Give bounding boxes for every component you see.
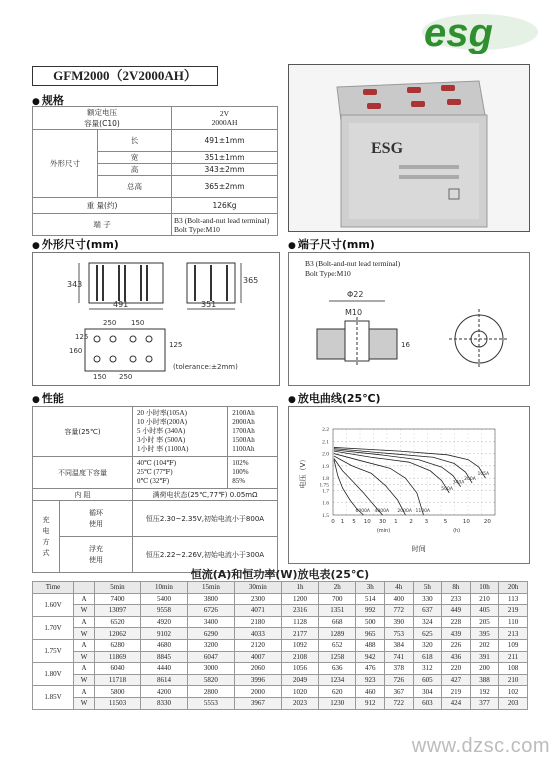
power-cell: 1289: [319, 628, 356, 640]
power-cell: 9558: [140, 605, 187, 617]
current-cell: 620: [319, 686, 356, 698]
dim-hgt-label: 高: [98, 164, 172, 176]
battery-photo: [288, 64, 530, 232]
power-cell: 6047: [187, 651, 234, 663]
power-cell: 6726: [187, 605, 234, 617]
y-tick-label: 2.0: [322, 451, 329, 458]
current-cell: 3800: [187, 593, 234, 605]
rate-table: [32, 581, 528, 710]
power-cell: 203: [499, 697, 528, 709]
voltage-cell: 1.60V: [33, 593, 74, 616]
spec-section-title: ● 规格: [32, 94, 64, 107]
power-cell: 219: [499, 605, 528, 617]
current-cell: 2300: [234, 593, 281, 605]
power-cell: 6290: [187, 628, 234, 640]
current-cell: 700: [319, 593, 356, 605]
current-cell: 668: [319, 616, 356, 628]
power-cell: 965: [356, 628, 385, 640]
unit-cell: W: [74, 628, 95, 640]
power-cell: 726: [384, 674, 413, 686]
rated-value: 2V 2000AH: [172, 107, 278, 130]
terminal-desc: B3 (Bolt-and-nut lead terminal) Bolt Type:M10: [305, 259, 401, 278]
x-tick-label-min: 30: [379, 519, 387, 525]
power-cell: 5820: [187, 674, 234, 686]
current-cell: 228: [442, 616, 471, 628]
current-cell: 202: [470, 639, 499, 651]
power-cell: 603: [413, 697, 442, 709]
capacity-values: 2100Ah 2000Ah 1700Ah 1500Ah 1100Ah: [228, 407, 278, 457]
dimensions-section-title: ● 外形尺寸(mm): [32, 238, 119, 251]
current-cell: 460: [356, 686, 385, 698]
power-cell: 1258: [319, 651, 356, 663]
power-cell: 625: [413, 628, 442, 640]
rate-col-header: 30min: [234, 582, 281, 594]
x-tick-label-h: 5: [443, 519, 448, 525]
power-cell: 912: [356, 697, 385, 709]
rate-col-header: [74, 582, 95, 594]
power-cell: 992: [356, 605, 385, 617]
current-cell: 220: [442, 663, 471, 675]
current-cell: 192: [470, 686, 499, 698]
dim-w1: 491: [113, 300, 129, 309]
rate-col-header: 5h: [413, 582, 442, 594]
current-cell: 2000: [234, 686, 281, 698]
cycle-label: 循环 使用: [60, 501, 133, 537]
unit-cell: W: [74, 605, 95, 617]
dim-total-label: 总高: [98, 176, 172, 198]
rate-col-header: 3h: [356, 582, 385, 594]
current-cell: 500: [356, 616, 385, 628]
current-cell: 324: [413, 616, 442, 628]
current-cell: 2060: [234, 663, 281, 675]
terminal-depth: 16: [401, 341, 410, 349]
series-label: 340A: [452, 480, 465, 486]
x-tick-label-min: 10: [363, 519, 371, 525]
power-cell: 449: [442, 605, 471, 617]
power-cell: 13097: [95, 605, 141, 617]
dim-p3: 125: [75, 333, 89, 341]
current-cell: 219: [442, 686, 471, 698]
resistance-label: 内 阻: [33, 489, 133, 501]
current-cell: 108: [499, 663, 528, 675]
power-cell: 3996: [234, 674, 281, 686]
terminal-drawing: [288, 252, 530, 386]
current-cell: 367: [384, 686, 413, 698]
terminal-dia: Φ22: [347, 290, 364, 299]
power-cell: 942: [356, 651, 385, 663]
dimension-svg: [33, 253, 279, 385]
battery-illustration: [289, 65, 529, 231]
series-label: 500A: [441, 486, 453, 492]
y-tick-label: 1.9: [322, 463, 329, 470]
power-cell: 12062: [95, 628, 141, 640]
terminal-section-title: ● 端子尺寸(mm): [288, 238, 375, 251]
power-cell: 11503: [95, 697, 141, 709]
current-cell: 378: [384, 663, 413, 675]
current-cell: 7400: [95, 593, 141, 605]
terminal-svg: [289, 253, 529, 385]
power-cell: 4033: [234, 628, 281, 640]
y-tick-label: 1.75: [319, 482, 329, 489]
dim-hgt-value: 343±2mm: [172, 164, 278, 176]
power-cell: 395: [470, 628, 499, 640]
unit-cell: W: [74, 651, 95, 663]
dim-p1: 250: [103, 319, 117, 327]
voltage-cell: 1.75V: [33, 639, 74, 662]
rated-label: 额定电压 容量(C10): [33, 107, 172, 130]
current-cell: 636: [319, 663, 356, 675]
performance-table: [32, 406, 278, 573]
current-cell: 1092: [281, 639, 318, 651]
current-cell: 102: [499, 686, 528, 698]
terminal-value: B3 (Bolt-and-nut lead terminal) Bolt Type:M10: [172, 214, 278, 236]
series-label: 1100A: [415, 509, 431, 514]
temp-rates: 40℃ (104℉) 25℃ (77℉) 0℃ (32℉): [132, 457, 227, 489]
power-cell: 4071: [234, 605, 281, 617]
terminal-label: 端 子: [33, 214, 172, 236]
current-cell: 113: [499, 593, 528, 605]
dim-p7: 250: [119, 373, 133, 381]
power-cell: 2049: [281, 674, 318, 686]
power-cell: 377: [470, 697, 499, 709]
x-tick-label-h: 2: [409, 519, 413, 525]
series-line: [334, 460, 364, 515]
weight-value: 126Kg: [172, 198, 278, 214]
power-cell: 1351: [319, 605, 356, 617]
dim-w2: 351: [201, 300, 217, 309]
x-tick-label-min: 1: [340, 519, 345, 525]
x-tick-label-min: 5: [352, 519, 356, 525]
power-cell: 4007: [234, 651, 281, 663]
charge-label: 充 电 方 式: [33, 501, 60, 573]
dim-p6: 150: [93, 373, 107, 381]
power-cell: 211: [499, 651, 528, 663]
discharge-chart-panel: [288, 406, 530, 564]
power-cell: 753: [384, 628, 413, 640]
spec-table: [32, 106, 278, 236]
rate-col-header: Time: [33, 582, 74, 594]
current-cell: 488: [356, 639, 385, 651]
power-cell: 11718: [95, 674, 141, 686]
power-cell: 1234: [319, 674, 356, 686]
float-label: 浮充 使用: [60, 537, 133, 573]
y-tick-label: 1.5: [322, 513, 329, 519]
unit-cell: W: [74, 697, 95, 709]
current-cell: 109: [499, 639, 528, 651]
current-cell: 3000: [187, 663, 234, 675]
voltage-cell: 1.85V: [33, 686, 74, 709]
series-line: [334, 458, 383, 515]
dim-len-value: 491±1mm: [172, 130, 278, 152]
series-label: 200A: [464, 477, 476, 483]
dim-len-label: 长: [98, 130, 172, 152]
rate-col-header: 4h: [384, 582, 413, 594]
power-cell: 2177: [281, 628, 318, 640]
dim-label: 外形尺寸: [33, 130, 98, 198]
current-cell: 210: [470, 593, 499, 605]
discharge-chart: [289, 407, 529, 563]
dim-total-value: 365±2mm: [172, 176, 278, 198]
current-cell: 320: [413, 639, 442, 651]
unit-cell: A: [74, 663, 95, 675]
series-line: [334, 456, 405, 515]
capacity-label: 容量(25℃): [33, 407, 133, 457]
current-cell: 400: [384, 593, 413, 605]
terminal-bolt: M10: [345, 308, 363, 317]
power-cell: 11869: [95, 651, 141, 663]
power-cell: 405: [470, 605, 499, 617]
current-cell: 110: [499, 616, 528, 628]
dim-p4: 160: [69, 347, 83, 355]
series-label: 105A: [477, 472, 490, 478]
power-cell: 436: [442, 651, 471, 663]
power-cell: 2023: [281, 697, 318, 709]
current-cell: 304: [413, 686, 442, 698]
current-cell: 4440: [140, 663, 187, 675]
dim-h2: 365: [243, 276, 259, 285]
power-cell: 8614: [140, 674, 187, 686]
x-tick-label-h: 10: [462, 519, 470, 525]
current-cell: 3200: [187, 639, 234, 651]
dim-wid-value: 351±1mm: [172, 152, 278, 164]
dim-p5: 125: [169, 341, 183, 349]
series-label: 2000A: [397, 509, 412, 514]
current-cell: 2120: [234, 639, 281, 651]
temp-label: 不同温度下容量: [33, 457, 133, 489]
power-cell: 772: [384, 605, 413, 617]
resistance-value: 满荷电状态(25℃,77℉) 0.05mΩ: [132, 489, 277, 501]
x-tick-label-min: 0: [331, 519, 335, 525]
series-label: 4000A: [374, 509, 390, 514]
esg-logo: [420, 8, 540, 54]
current-cell: 384: [384, 639, 413, 651]
dim-p2: 150: [131, 319, 145, 327]
power-cell: 637: [413, 605, 442, 617]
power-cell: 388: [470, 674, 499, 686]
current-cell: 1020: [281, 686, 318, 698]
current-cell: 233: [442, 593, 471, 605]
power-cell: 605: [413, 674, 442, 686]
series-label: 6000A: [355, 509, 371, 514]
unit-cell: A: [74, 593, 95, 605]
current-cell: 6040: [95, 663, 141, 675]
current-cell: 390: [384, 616, 413, 628]
power-cell: 213: [499, 628, 528, 640]
current-cell: 1200: [281, 593, 318, 605]
current-cell: 226: [442, 639, 471, 651]
current-cell: 3400: [187, 616, 234, 628]
y-tick-label: 1.8: [322, 476, 329, 483]
voltage-cell: 1.80V: [33, 663, 74, 686]
temp-values: 102% 100% 85%: [228, 457, 278, 489]
power-cell: 1230: [319, 697, 356, 709]
power-cell: 2108: [281, 651, 318, 663]
watermark: www.dzsc.com: [411, 735, 550, 757]
current-cell: 4200: [140, 686, 187, 698]
dim-wid-label: 宽: [98, 152, 172, 164]
power-cell: 5553: [187, 697, 234, 709]
model-title: GFM2000（2V2000AH）: [32, 66, 218, 86]
current-cell: 2800: [187, 686, 234, 698]
rate-table-title: 恒流(A)和恒功率(W)放电表(25℃): [190, 568, 370, 581]
power-cell: 439: [442, 628, 471, 640]
unit-cell: A: [74, 639, 95, 651]
battery-brand: ESG: [371, 140, 404, 157]
weight-label: 重 量(约): [33, 198, 172, 214]
discharge-section-title: ● 放电曲线(25℃): [288, 392, 381, 405]
power-cell: 741: [384, 651, 413, 663]
power-cell: 424: [442, 697, 471, 709]
dim-h1: 343: [67, 280, 83, 289]
current-cell: 2180: [234, 616, 281, 628]
rate-col-header: 20h: [499, 582, 528, 594]
dimension-drawing: [32, 252, 280, 386]
rate-col-header: 1h: [281, 582, 318, 594]
x-tick-label-h: 3: [424, 519, 429, 525]
y-axis-label: 电压（V）: [299, 455, 307, 489]
rate-col-header: 10min: [140, 582, 187, 594]
current-cell: 312: [413, 663, 442, 675]
float-value: 恒压2.22~2.26V,初始电流小于300A: [132, 537, 277, 573]
dim-tolerance: (tolerance:±2mm): [173, 363, 238, 371]
current-cell: 330: [413, 593, 442, 605]
power-cell: 8330: [140, 697, 187, 709]
cycle-value: 恒压2.30~2.35V,初始电流小于800A: [132, 501, 277, 537]
x-unit-h: (h): [453, 528, 461, 534]
x-unit-min: (min): [376, 528, 391, 534]
x-axis-label: 时间: [411, 545, 426, 553]
power-cell: 618: [413, 651, 442, 663]
y-tick-label: 2.1: [322, 439, 329, 446]
y-tick-label: 1.6: [322, 500, 329, 507]
rate-col-header: 8h: [442, 582, 471, 594]
current-cell: 4680: [140, 639, 187, 651]
power-cell: 427: [442, 674, 471, 686]
current-cell: 1056: [281, 663, 318, 675]
power-cell: 210: [499, 674, 528, 686]
power-cell: 8845: [140, 651, 187, 663]
voltage-cell: 1.70V: [33, 616, 74, 639]
x-tick-label-h: 1: [394, 519, 398, 525]
current-cell: 652: [319, 639, 356, 651]
rate-col-header: 5min: [95, 582, 141, 594]
y-tick-label: 2.2: [322, 427, 329, 433]
rate-col-header: 15min: [187, 582, 234, 594]
current-cell: 4920: [140, 616, 187, 628]
power-cell: 2316: [281, 605, 318, 617]
unit-cell: W: [74, 674, 95, 686]
unit-cell: A: [74, 686, 95, 698]
performance-section-title: ● 性能: [32, 392, 64, 405]
current-cell: 1128: [281, 616, 318, 628]
power-cell: 391: [470, 651, 499, 663]
x-tick-label-h: 20: [483, 519, 491, 525]
unit-cell: A: [74, 616, 95, 628]
current-cell: 6280: [95, 639, 141, 651]
rate-col-header: 2h: [319, 582, 356, 594]
logo-text: esg: [424, 11, 493, 54]
power-cell: 923: [356, 674, 385, 686]
current-cell: 6520: [95, 616, 141, 628]
current-cell: 5800: [95, 686, 141, 698]
power-cell: 3967: [234, 697, 281, 709]
capacity-rates: 20 小时率(105A) 10 小时率(200A) 5 小时率 (340A) 3小时 率 (500A) 1小时 率 (1100A): [132, 407, 227, 457]
y-tick-label: 1.7: [322, 488, 329, 495]
current-cell: 476: [356, 663, 385, 675]
current-cell: 205: [470, 616, 499, 628]
power-cell: 9102: [140, 628, 187, 640]
current-cell: 5400: [140, 593, 187, 605]
current-cell: 200: [470, 663, 499, 675]
rate-col-header: 10h: [470, 582, 499, 594]
power-cell: 722: [384, 697, 413, 709]
current-cell: 514: [356, 593, 385, 605]
